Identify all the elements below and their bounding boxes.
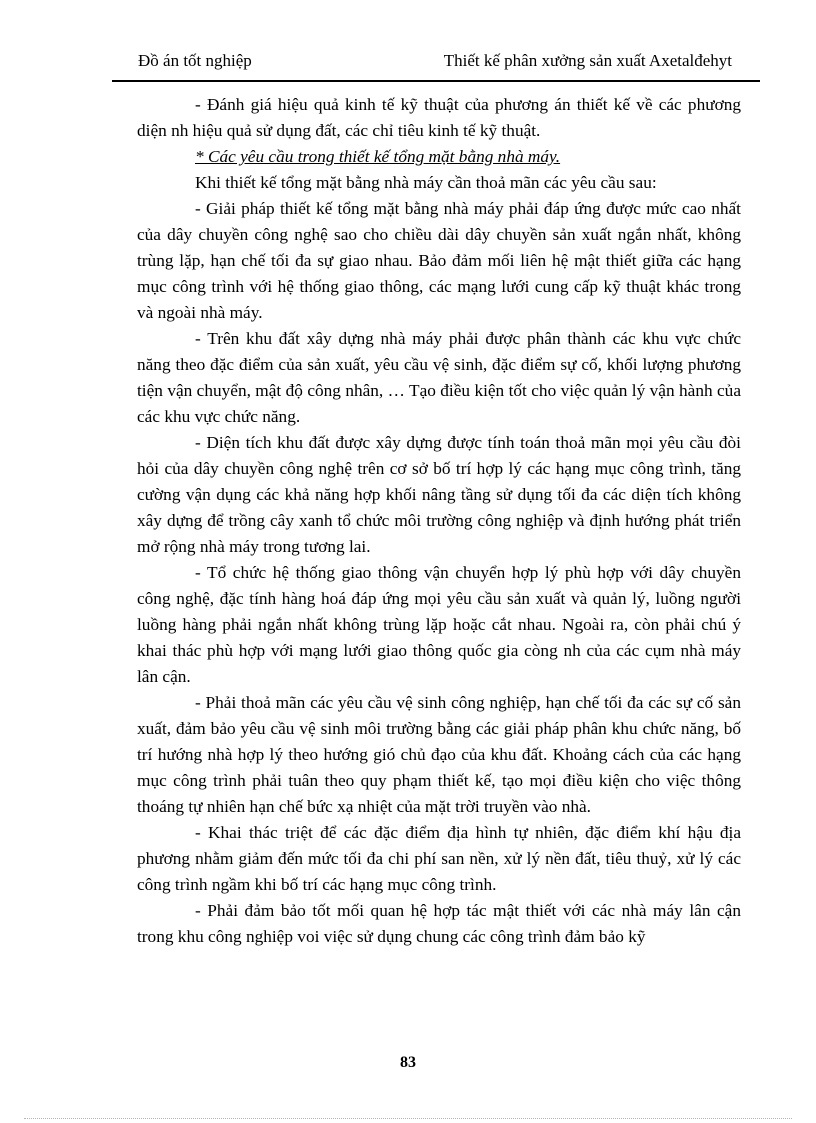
page-number: 83	[400, 1054, 416, 1071]
page-header	[112, 48, 760, 82]
paragraph-requirement-3: - Diện tích khu đất được xây dựng được tính toán thoả mãn mọi yêu cầu đòi hỏi của dây chuyền công nghệ trên cơ sở bố trí hợp lý các hạng mục công trình, tăng cường vận dụng các khả năng hợp khối nâng tầng sử dụng tối đa các diện tích không xây dựng để trồng cây xanh tổ chức môi trường công nghiệp và định hướng phát triển mở rộng nhà máy trong tương lai.	[137, 433, 741, 556]
paragraph-requirement-2: - Trên khu đất xây dựng nhà máy phải được phân thành các khu vực chức năng theo đặc điểm của sản xuất, yêu cầu vệ sinh, đặc điểm sự cố, khối lượng phương tiện vận chuyển, mật độ công nhân, … Tạo điều kiện tốt cho việc quản lý vận hành của các khu vực chức năng.	[137, 329, 741, 426]
section-heading: * Các yêu cầu trong thiết kế tổng mặt bằng nhà máy.	[195, 147, 561, 166]
paragraph-intro: Khi thiết kế tổng mặt bằng nhà máy cần thoả mãn các yêu cầu sau:	[195, 173, 657, 192]
paragraph-requirement-5: - Phải thoả mãn các yêu cầu vệ sinh công nghiệp, hạn chế tối đa các sự cố sản xuất, đảm bảo yêu cầu vệ sinh môi trường bằng các giải pháp phân khu chức năng, bố trí hướng nhà hợp lý theo hướng gió chủ đạo của khu đất. Khoảng cách của các hạng mục công trình phải tuân theo quy phạm thiết kế, tạo mọi điều kiện cho việc thông thoáng tự nhiên hạn chế bức xạ nhiệt của mặt trời truyền vào nhà.	[137, 693, 741, 816]
paragraph-evaluation: - Đánh giá hiệu quả kinh tế kỹ thuật của phương án thiết kế về các phương diện nh hiệu quả sử dụng đất, các chỉ tiêu kinh tế kỹ thuật.	[137, 95, 741, 140]
header-left-title: Đồ án tốt nghiệp	[138, 51, 252, 70]
paragraph-requirement-1: - Giải pháp thiết kế tổng mặt bằng nhà máy phải đáp ứng được mức cao nhất của dây chuyền công nghệ sao cho chiều dài dây chuyền sản xuất ngắn nhất, không trùng lặp, hạn chế tối đa sự giao nhau. Bảo đảm mối liên hệ mật thiết giữa các hạng mục công trình với hệ thống giao thông, các mạng lưới cung cấp kỹ thuật khác trong và ngoài nhà máy.	[137, 199, 741, 322]
paragraph-requirement-7: - Phải đảm bảo tốt mối quan hệ hợp tác mật thiết với các nhà máy lân cận trong khu công nghiệp voi việc sử dụng chung các công trình đảm bảo kỹ	[137, 901, 741, 946]
page-bottom-border	[24, 1118, 792, 1119]
body-text	[137, 92, 741, 950]
paragraph-requirement-6: - Khai thác triệt để các đặc điểm địa hình tự nhiên, đặc điểm khí hậu địa phương nhằm giảm đến mức tối đa chi phí san nền, xử lý nền đất, tiêu thuỷ, xử lý các công trình ngầm khi bố trí các hạng mục công trình.	[137, 823, 741, 894]
paragraph-requirement-4: - Tổ chức hệ thống giao thông vận chuyển hợp lý phù hợp với dây chuyền công nghệ, đặc tính hàng hoá đáp ứng mọi yêu cầu sản xuất và quản lý, luồng người luồng hàng phải ngắn nhất không trùng lặp hoặc cắt nhau. Ngoài ra, còn phải chú ý khai thác phù hợp với mạng lưới giao thông quốc gia còng nh của các cụm nhà máy lân cận.	[137, 563, 741, 686]
header-right-title: Thiết kế phân xưởng sản xuất Axetalđehyt	[443, 51, 732, 70]
